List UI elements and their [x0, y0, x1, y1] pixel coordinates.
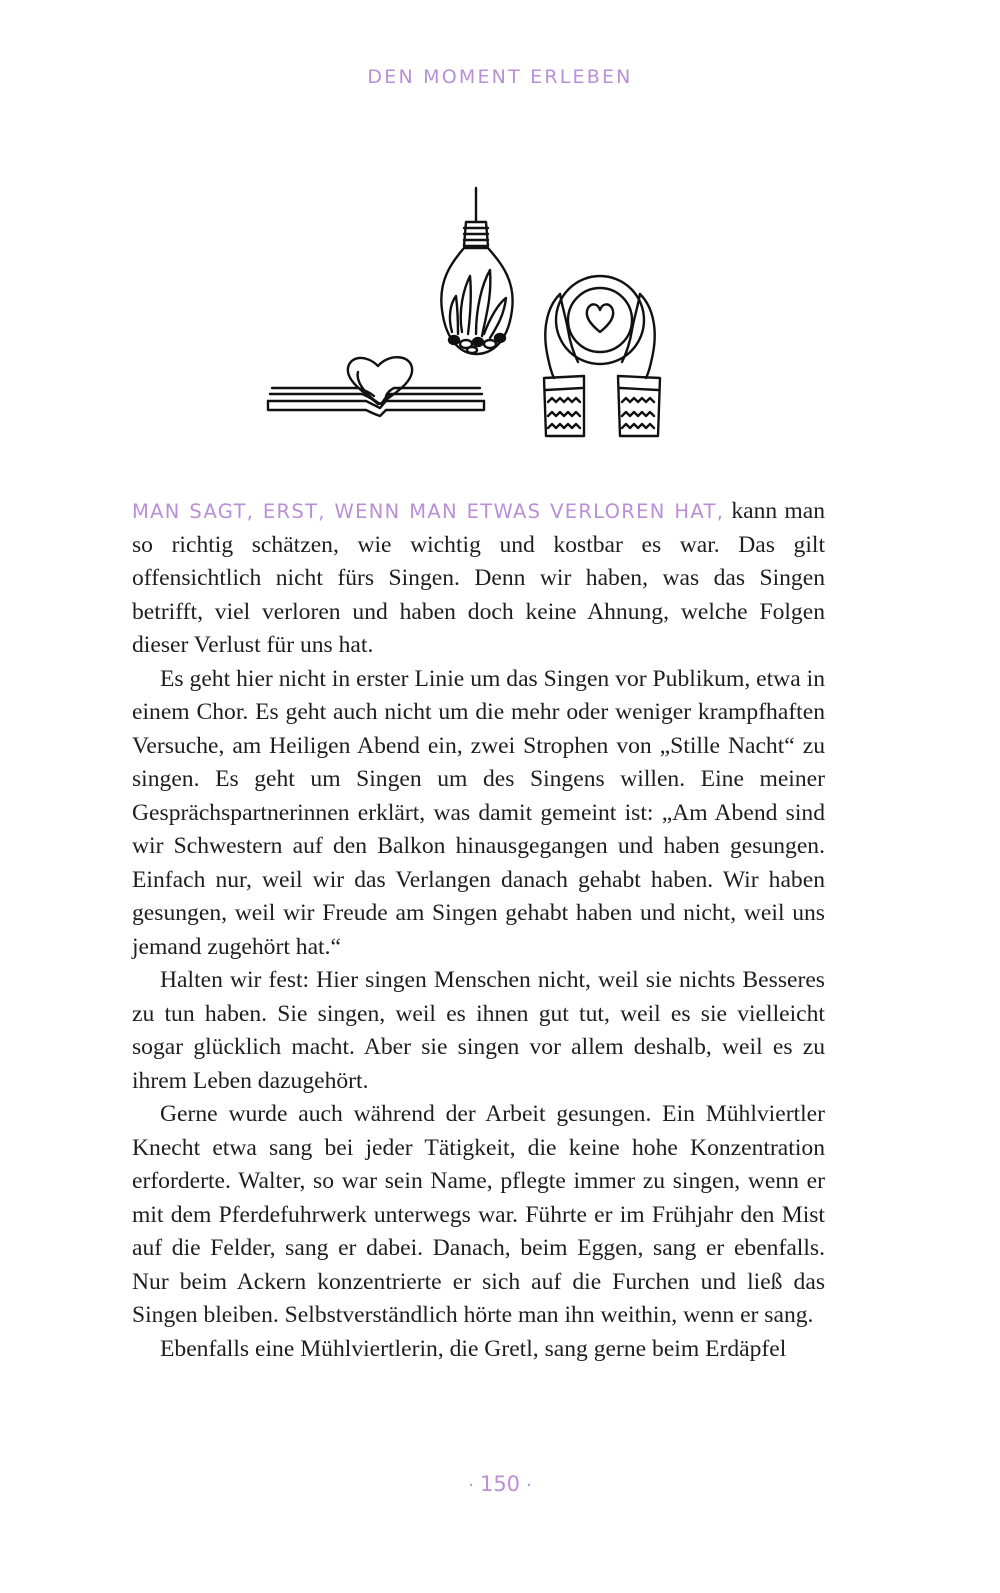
paragraph-4: Gerne wurde auch während der Arbeit gesungen. Ein Mühlviertler Knecht etwa sang bei jeder Tätigkeit, die keine hohe Konzentration erforderte. Walter, so war sein Name, pflegte immer zu singen, wenn er mit dem Pferdefuhrwerk unterwegs war. Führte er im Frühjahr den Mist auf die Felder, sang er dabei. Danach, beim Eggen, sang er ebenfalls. Nur beim Ackern konzentrierte er sich auf die Furchen und ließ das Singen bleiben. Selbstverständlich hörte man ihn weithin, wenn er sang. [132, 1101, 825, 1328]
paragraph-2: Es geht hier nicht in erster Linie um das Singen vor Publikum, etwa in einem Chor. Es geht auch nicht um die mehr oder weniger krampfhaften Versuche, am Heiligen Abend ein, zwei Strophen von „Stille Nacht“ zu singen. Es geht um Singen um des Singens willen. Eine meiner Gesprächspartnerinnen erklärt, was damit gemeint ist: „Am Abend sind wir Schwestern auf den Balkon hinausgegangen und haben gesungen. Einfach nur, weil wir das Verlangen danach gehabt haben. Wir haben gesungen, weil wir Freude am Singen gehabt haben und nicht, weil uns jemand zugehört hat.“ [132, 665, 825, 960]
body-text [132, 495, 825, 1366]
folio-dot-right: · [526, 1475, 532, 1496]
page-number [0, 1472, 1000, 1496]
terrarium-bulb-icon [441, 188, 512, 354]
running-head: DEN MOMENT ERLEBEN [367, 66, 633, 88]
folio-dot-left: · [468, 1475, 474, 1496]
hands-holding-heart-icon [544, 276, 660, 436]
paragraph-3: Halten wir fest: Hier singen Menschen nicht, weil sie nichts Besseres zu tun haben. Sie singen, weil es ihnen gut tut, weil es sie vielleicht sogar glücklich macht. Aber sie singen vor allem deshalb, weil es zu ihrem Leben dazugehört. [132, 967, 825, 1094]
paragraph-5: Ebenfalls eine Mühlviertlerin, die Gretl, sang gerne beim Erdäpfel [160, 1335, 787, 1362]
illustration [262, 182, 672, 444]
open-book-heart-icon [268, 357, 484, 416]
page-number-value: 150 [479, 1472, 521, 1496]
lead-in-caps: MAN SAGT, ERST, WENN MAN ETWAS VERLOREN HAT, [132, 500, 725, 523]
paragraph-1-text: kann man so richtig schätzen, wie wichtig und kostbar es war. Das gilt offensichtlich nicht fürs Singen. Denn wir haben, was das Singen betrifft, viel verloren und haben doch keine Ahnung, welche Folgen dieser Verlust für uns hat. [132, 498, 826, 658]
paragraph-1 [132, 495, 825, 663]
